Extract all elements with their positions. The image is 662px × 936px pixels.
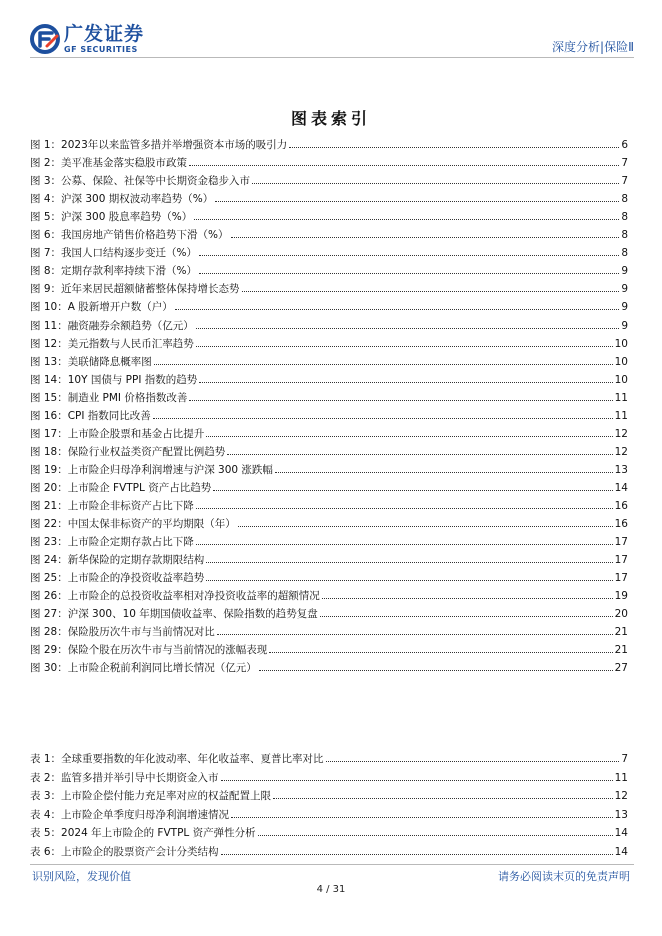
- table-title: 全球重要指数的年化波动率、年化收益率、夏普比率对比: [61, 753, 324, 765]
- figure-entry[interactable]: [30, 371, 628, 387]
- table-page-number: 11: [614, 771, 628, 784]
- dot-leader: [252, 183, 619, 184]
- figure-label: 图 17：: [30, 427, 68, 440]
- table-page-number: 7: [621, 753, 628, 765]
- figure-entry[interactable]: [30, 587, 628, 603]
- table-entry[interactable]: [30, 750, 628, 766]
- figure-page-number: 8: [621, 193, 628, 206]
- figure-entry[interactable]: [30, 154, 628, 170]
- table-label: 表 5：: [30, 827, 62, 840]
- figure-title: 上市险企的总投资收益率相对净投资收益率的超额情况: [67, 590, 320, 603]
- figure-page-number: 12: [614, 427, 628, 440]
- figure-title: 上市险企非标资产占比下降: [67, 500, 194, 512]
- dot-leader: [326, 761, 620, 762]
- dot-leader: [242, 291, 620, 292]
- table-page-number: 14: [614, 846, 628, 858]
- figure-label: 图 18：: [30, 445, 68, 458]
- figure-title: 制造业 PMI 价格指数改善: [67, 391, 188, 404]
- table-entry[interactable]: [30, 806, 628, 822]
- figure-entry[interactable]: [30, 226, 628, 242]
- figure-label: 图 9：: [30, 283, 62, 296]
- figure-label: 图 5：: [30, 211, 62, 224]
- dot-leader: [289, 147, 619, 148]
- figure-title: 上市险企归母净利润增速与沪深 300 涨跌幅: [67, 463, 273, 476]
- figure-page-number: 10: [614, 355, 628, 368]
- figure-page-number: 16: [614, 500, 628, 512]
- figure-entry[interactable]: [30, 280, 628, 296]
- table-page-number: 12: [614, 790, 628, 803]
- figure-entry[interactable]: [30, 407, 628, 423]
- table-entry[interactable]: [30, 824, 628, 840]
- figure-label: 图 23：: [30, 536, 68, 549]
- dot-leader: [275, 472, 613, 473]
- figure-index-list: [30, 136, 628, 696]
- figure-page-number: 27: [614, 662, 628, 675]
- brand-logo: [30, 22, 144, 56]
- figure-entry[interactable]: [30, 533, 628, 549]
- figure-title: 沪深 300 股息率趋势（%）: [61, 211, 193, 224]
- figure-title: 上市险企税前利润同比增长情况（亿元）: [67, 662, 257, 675]
- table-title: 监管多措并举引导中长期资金入市: [61, 771, 219, 784]
- dot-leader: [206, 562, 612, 563]
- figure-page-number: 13: [614, 463, 628, 476]
- figure-label: 图 7：: [30, 247, 62, 260]
- figure-title: 沪深 300、10 年期国债收益率、保险指数的趋势复盘: [67, 608, 318, 621]
- figure-label: 图 15：: [30, 391, 68, 404]
- dot-leader: [153, 418, 613, 419]
- figure-entry[interactable]: [30, 208, 628, 224]
- figure-page-number: 6: [621, 139, 628, 151]
- figure-title: 公募、保险、社保等中长期资金稳步入市: [61, 175, 251, 188]
- figure-page-number: 8: [621, 229, 628, 242]
- dot-leader: [199, 255, 619, 256]
- dot-leader: [259, 670, 613, 671]
- figure-title: 保险个股在历次牛市与当前情况的涨幅表现: [67, 644, 268, 657]
- dot-leader: [320, 616, 613, 617]
- dot-leader: [199, 382, 612, 383]
- figure-entry[interactable]: [30, 479, 628, 495]
- figure-page-number: 14: [614, 481, 628, 494]
- figure-label: 图 21：: [30, 500, 68, 512]
- page-header: [30, 22, 634, 56]
- dot-leader: [238, 526, 613, 527]
- figure-page-number: 20: [614, 608, 628, 621]
- dot-leader: [194, 219, 619, 220]
- dot-leader: [206, 436, 612, 437]
- figure-title: 中国太保非标资产的平均期限（年）: [67, 518, 236, 531]
- table-title: 2024 年上市险企的 FVTPL 资产弹性分析: [61, 827, 256, 840]
- figure-page-number: 7: [621, 175, 628, 188]
- figure-page-number: 12: [614, 445, 628, 458]
- figure-entry[interactable]: [30, 298, 628, 314]
- figure-page-number: 10: [614, 373, 628, 386]
- table-label: 表 6：: [30, 846, 62, 858]
- figure-label: 图 14：: [30, 373, 68, 386]
- brand-name-en: GF SECURITIES: [64, 44, 138, 54]
- table-label: 表 3：: [30, 790, 62, 803]
- figure-page-number: 7: [621, 157, 628, 170]
- figure-label: 图 10：: [30, 301, 68, 314]
- figure-title: 保险行业权益类资产配置比例趋势: [67, 445, 226, 458]
- figure-entry[interactable]: [30, 335, 628, 351]
- figure-label: 图 25：: [30, 572, 68, 585]
- figure-entry[interactable]: [30, 136, 628, 152]
- table-title: 上市险企偿付能力充足率对应的权益配置上限: [61, 790, 272, 803]
- figure-entry[interactable]: [30, 443, 628, 459]
- figure-page-number: 9: [621, 319, 628, 332]
- table-index-list: [30, 750, 628, 860]
- figure-title: 上市险企的净投资收益率趋势: [67, 572, 205, 585]
- figure-entry[interactable]: [30, 190, 628, 206]
- figure-label: 图 26：: [30, 590, 68, 603]
- footer-divider: [30, 864, 634, 865]
- table-entry[interactable]: [30, 787, 628, 803]
- figure-title: 近年来居民超额储蓄整体保持增长态势: [61, 283, 240, 296]
- dot-leader: [221, 854, 613, 855]
- figure-page-number: 8: [621, 211, 628, 224]
- figure-page-number: 9: [621, 265, 628, 278]
- figure-entry[interactable]: [30, 425, 628, 441]
- table-title: 上市险企单季度归母净利润增速情况: [61, 808, 230, 821]
- figure-label: 图 27：: [30, 608, 68, 621]
- figure-title: 融资融券余额趋势（亿元）: [67, 319, 194, 332]
- dot-leader: [199, 273, 619, 274]
- dot-leader: [269, 652, 612, 653]
- dot-leader: [189, 400, 612, 401]
- figure-title: CPI 指数同比改善: [67, 409, 151, 422]
- figure-label: 图 16：: [30, 409, 68, 422]
- figure-entry[interactable]: [30, 244, 628, 260]
- footer-disclaimer: 请务必阅读末页的免责声明: [498, 870, 630, 883]
- table-page-number: 13: [614, 808, 628, 821]
- figure-label: 图 22：: [30, 518, 68, 531]
- dot-leader: [273, 798, 613, 799]
- table-label: 表 1：: [30, 753, 62, 765]
- figure-title: 美联储降息概率图: [67, 355, 152, 368]
- dot-leader: [196, 328, 620, 329]
- header-divider: [30, 57, 634, 58]
- table-entry[interactable]: [30, 843, 628, 859]
- figure-label: 图 6：: [30, 229, 62, 242]
- figure-entry[interactable]: [30, 515, 628, 531]
- dot-leader: [231, 817, 613, 818]
- figure-page-number: 17: [614, 572, 628, 585]
- brand-name-cn: 广发证券: [64, 22, 145, 45]
- document-type-label: 深度分析|保险Ⅱ: [552, 40, 634, 54]
- figure-entry[interactable]: [30, 623, 628, 639]
- dot-leader: [189, 165, 619, 166]
- dot-leader: [154, 364, 613, 365]
- figure-entry[interactable]: [30, 641, 628, 657]
- figure-label: 图 13：: [30, 355, 68, 368]
- table-page-number: 14: [614, 827, 628, 840]
- dot-leader: [221, 780, 613, 781]
- figure-page-number: 17: [614, 554, 628, 567]
- table-entry[interactable]: [30, 769, 628, 785]
- figure-page-number: 19: [614, 590, 628, 603]
- figure-title: 上市险企定期存款占比下降: [67, 536, 194, 549]
- figure-label: 图 8：: [30, 265, 62, 278]
- figure-entry[interactable]: [30, 659, 628, 675]
- figure-title: A 股新增开户数（户）: [67, 301, 173, 314]
- figure-title: 我国房地产销售价格趋势下滑（%）: [61, 229, 229, 242]
- figure-entry[interactable]: [30, 353, 628, 369]
- dot-leader: [175, 309, 620, 310]
- dot-leader: [206, 580, 612, 581]
- figure-page-number: 21: [614, 626, 628, 639]
- dot-leader: [227, 454, 612, 455]
- figure-page-number: 9: [621, 283, 628, 296]
- figure-entry[interactable]: [30, 461, 628, 477]
- figure-page-number: 10: [614, 337, 628, 350]
- figure-label: 图 19：: [30, 463, 68, 476]
- figure-title: 10Y 国债与 PPI 指数的趋势: [67, 373, 198, 386]
- table-label: 表 2：: [30, 771, 62, 784]
- figure-title: 定期存款利率持续下滑（%）: [61, 265, 198, 278]
- figure-entry[interactable]: [30, 317, 628, 333]
- dot-leader: [196, 544, 613, 545]
- page-title: 图表索引: [290, 109, 371, 128]
- figure-label: 图 12：: [30, 337, 68, 350]
- figure-entry[interactable]: [30, 262, 628, 278]
- figure-page-number: 16: [614, 518, 628, 531]
- figure-entry[interactable]: [30, 497, 628, 513]
- figure-title: 上市险企 FVTPL 资产占比趋势: [67, 481, 212, 494]
- dot-leader: [196, 346, 613, 347]
- figure-title: 上市险企股票和基金占比提升: [67, 427, 205, 440]
- figure-entry[interactable]: [30, 389, 628, 405]
- figure-entry[interactable]: [30, 551, 628, 567]
- footer-slogan: 识别风险，发现价值: [32, 870, 131, 883]
- dot-leader: [231, 237, 620, 238]
- figure-label: 图 11：: [30, 319, 68, 332]
- figure-page-number: 11: [614, 409, 628, 422]
- figure-label: 图 30：: [30, 662, 68, 675]
- figure-title: 保险股历次牛市与当前情况对比: [67, 626, 215, 639]
- gf-logo-icon: [30, 24, 60, 54]
- page-number: 4 / 31: [316, 884, 346, 895]
- figure-label: 图 1：: [30, 139, 62, 151]
- dot-leader: [213, 490, 612, 491]
- figure-title: 我国人口结构逐步变迁（%）: [61, 247, 198, 260]
- table-title: 上市险企的股票资产会计分类结构: [61, 846, 219, 858]
- figure-page-number: 21: [614, 644, 628, 657]
- figure-label: 图 20：: [30, 481, 68, 494]
- figure-page-number: 11: [614, 391, 628, 404]
- figure-label: 图 2：: [30, 157, 62, 170]
- figure-page-number: 17: [614, 536, 628, 549]
- figure-page-number: 9: [621, 301, 628, 314]
- figure-title: 新华保险的定期存款期限结构: [67, 554, 205, 567]
- dot-leader: [196, 508, 613, 509]
- figure-entry[interactable]: [30, 605, 628, 621]
- dot-leader: [322, 598, 613, 599]
- figure-title: 美元指数与人民币汇率趋势: [67, 337, 194, 350]
- figure-label: 图 3：: [30, 175, 62, 188]
- table-label: 表 4：: [30, 808, 62, 821]
- figure-label: 图 28：: [30, 626, 68, 639]
- dot-leader: [215, 201, 619, 202]
- figure-title: 美平准基金落实稳股市政策: [61, 157, 188, 170]
- dot-leader: [258, 835, 613, 836]
- figure-entry[interactable]: [30, 569, 628, 585]
- dot-leader: [217, 634, 613, 635]
- figure-label: 图 29：: [30, 644, 68, 657]
- figure-label: 图 24：: [30, 554, 68, 567]
- figure-title: 2023年以来监管多措并举增强资本市场的吸引力: [61, 139, 288, 151]
- figure-page-number: 8: [621, 247, 628, 260]
- figure-entry[interactable]: [30, 172, 628, 188]
- figure-label: 图 4：: [30, 193, 62, 206]
- figure-title: 沪深 300 期权波动率趋势（%）: [61, 193, 214, 206]
